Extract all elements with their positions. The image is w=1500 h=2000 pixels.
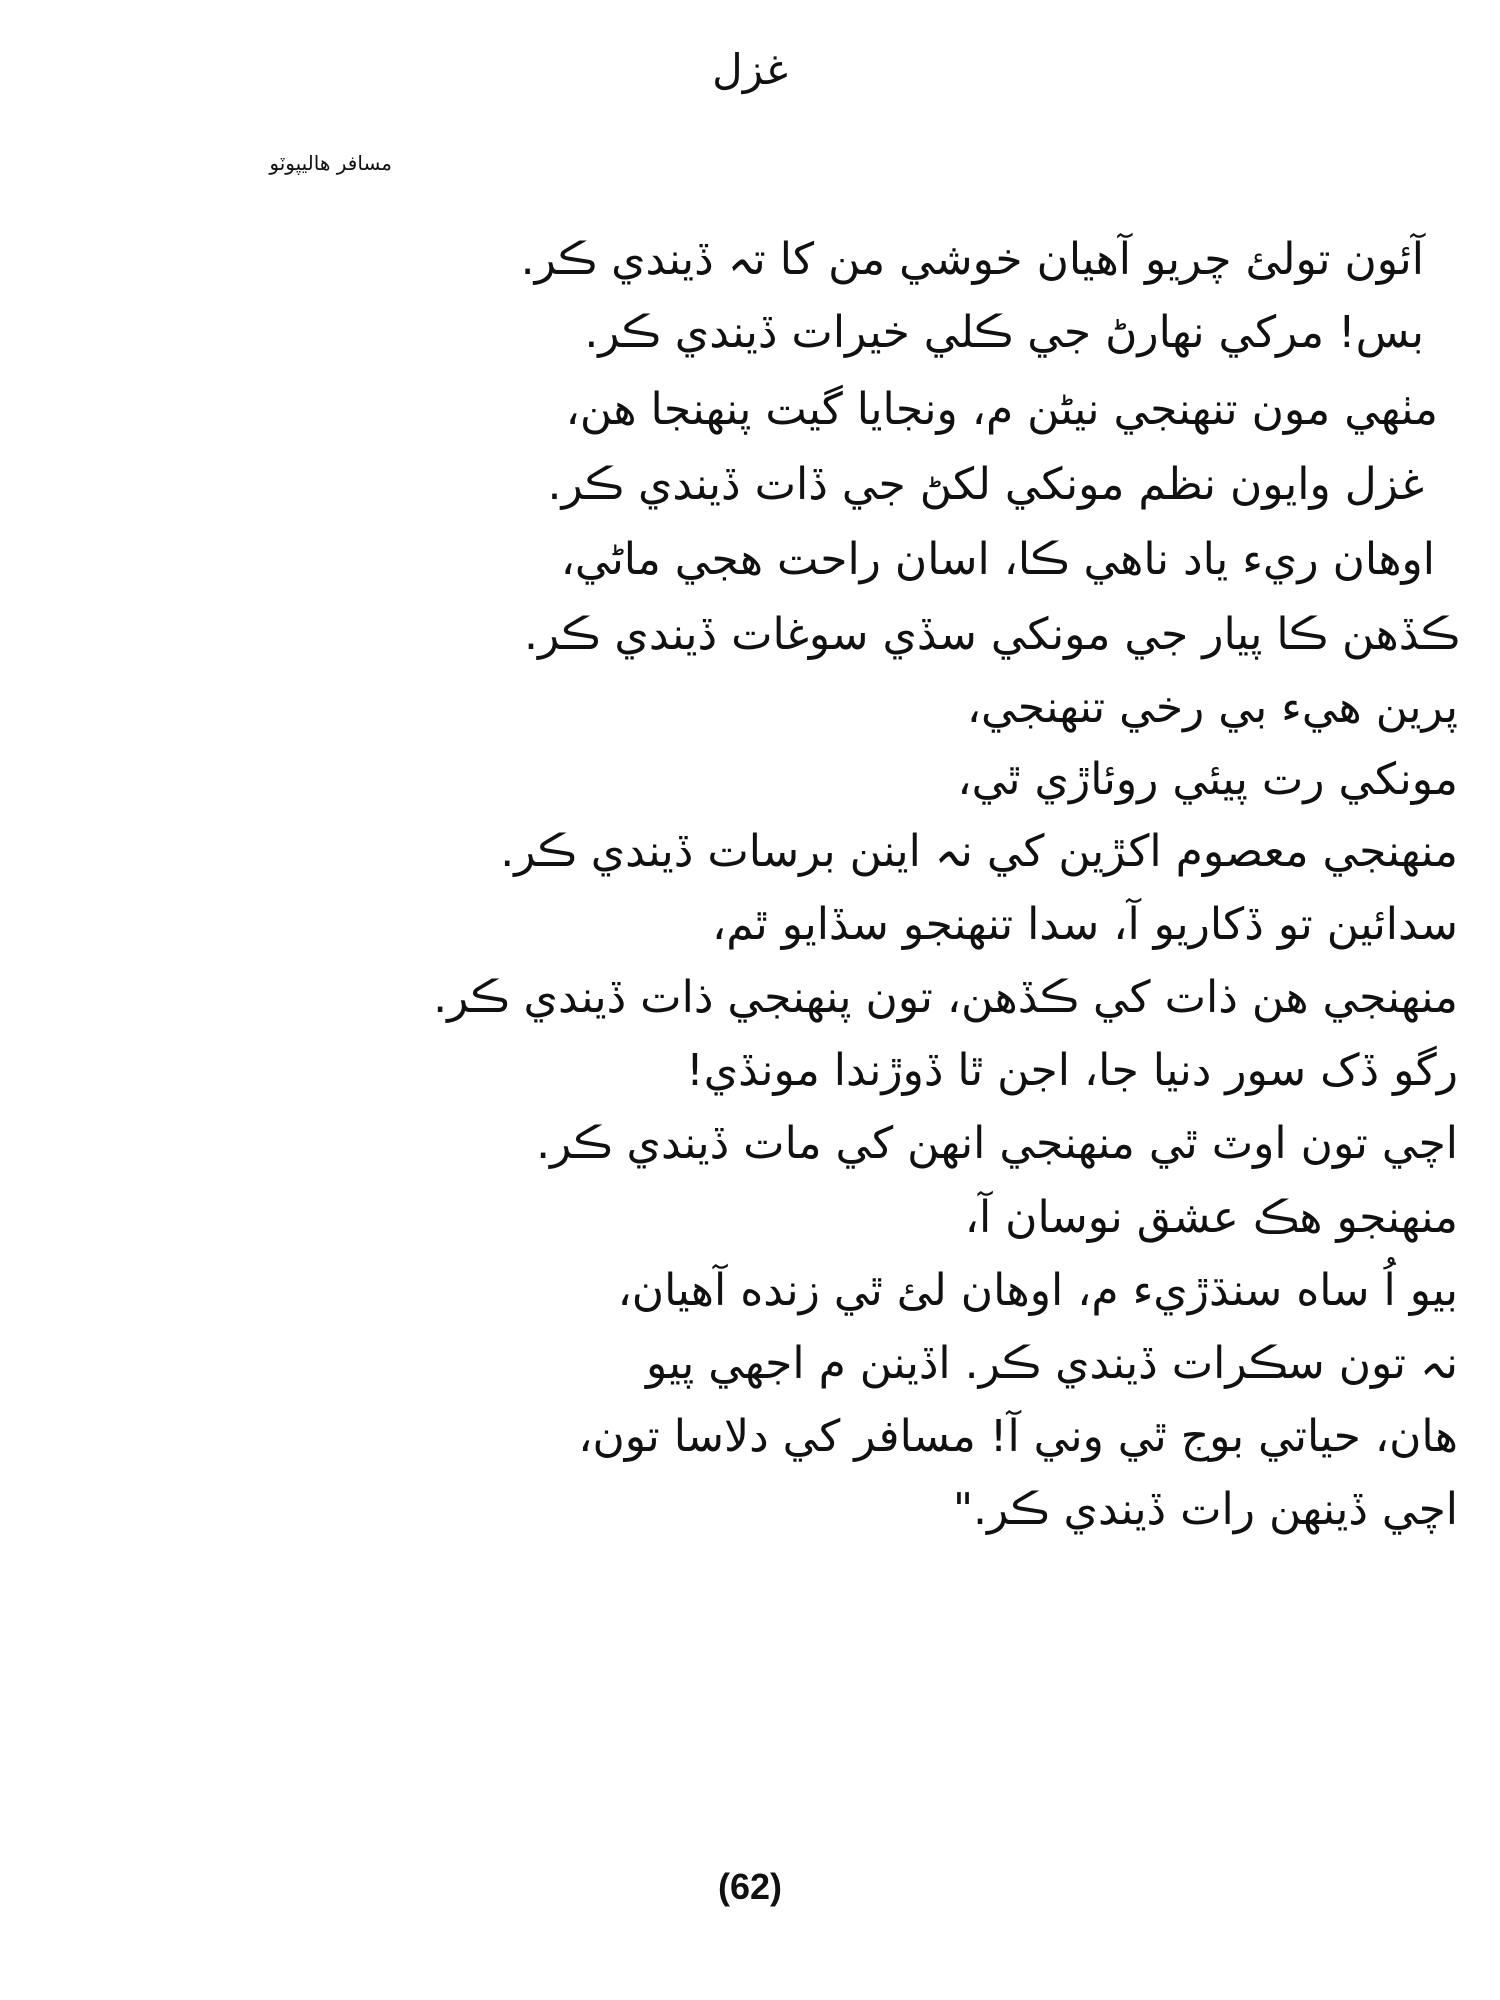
poem-line: نہ تون سڪرات ڏيندي ڪر. اڏينن م اجهي پيو xyxy=(645,1338,1458,1389)
poem-line: غزل وايون نظم مونکي لکڻ جي ڏات ڏيندي ڪر. xyxy=(547,459,1424,510)
poem-line: آئون تولئ چريو آهيان خوشي من کا تہ ڏيندي ڪر. xyxy=(520,234,1424,285)
page-number: (62) xyxy=(717,1866,783,1907)
poem-line: ڪڏهن ڪا پيار جي مونکي سڏي سوغات ڏيندي ڪر. xyxy=(523,609,1460,660)
poem-line: رگو ڏک سور دنيا جا، اجن ٿا ڏوڙندا مونڏي! xyxy=(686,1045,1458,1096)
poem-line: منهنجي هن ذات کي ڪڏهن، تون پنهنجي ذات ڏيندي ڪر. xyxy=(433,972,1458,1023)
poem-line: مونکي رت پيئي روئاڙي ٿي، xyxy=(957,754,1458,805)
poem-line: منهنجي معصوم اکڙين کي نہ اينن برسات ڏيندي ڪر. xyxy=(500,826,1458,877)
poem-line: هان، حياتي بوج ٿي وني آ! مسافر کي دلاسا تون، xyxy=(578,1411,1458,1462)
poem-author: مسافر هاليپوٽو xyxy=(269,151,392,175)
poem-line: بس! مرکي نهارڻ جي ڪلي خيرات ڏيندي ڪر. xyxy=(584,307,1424,358)
poem-line: پرين هيء بي رخي تنهنجي، xyxy=(966,682,1458,733)
poem-line: اچي تون اوٽ ٿي منهنجي انهن کي مات ڏيندي ڪر. xyxy=(536,1118,1458,1169)
poem-line: مٺهي مون تنهنجي نيڻن م، ونجايا گيت پنهنجا هن، xyxy=(565,384,1438,435)
poem-line: منهنجو هڪ عشق نوسان آ، xyxy=(964,1192,1458,1243)
poem-line: سدائين تو ڏکاريو آ، سدا تنهنجو سڏايو ٿم، xyxy=(712,899,1458,950)
poem-line: اوهان ريء ياد ناهي ڪا، اسان راحت هجي ماڻي، xyxy=(560,534,1435,585)
poem-body xyxy=(0,230,1500,1710)
poem-title: غزل xyxy=(712,45,788,94)
poem-line: اچي ڏينهن رات ڏيندي ڪر." xyxy=(952,1484,1458,1535)
poem-line: بيو اُ ساه سنڌڙيء م، اوهان لئ ٿي زنده آهيان، xyxy=(617,1265,1458,1316)
